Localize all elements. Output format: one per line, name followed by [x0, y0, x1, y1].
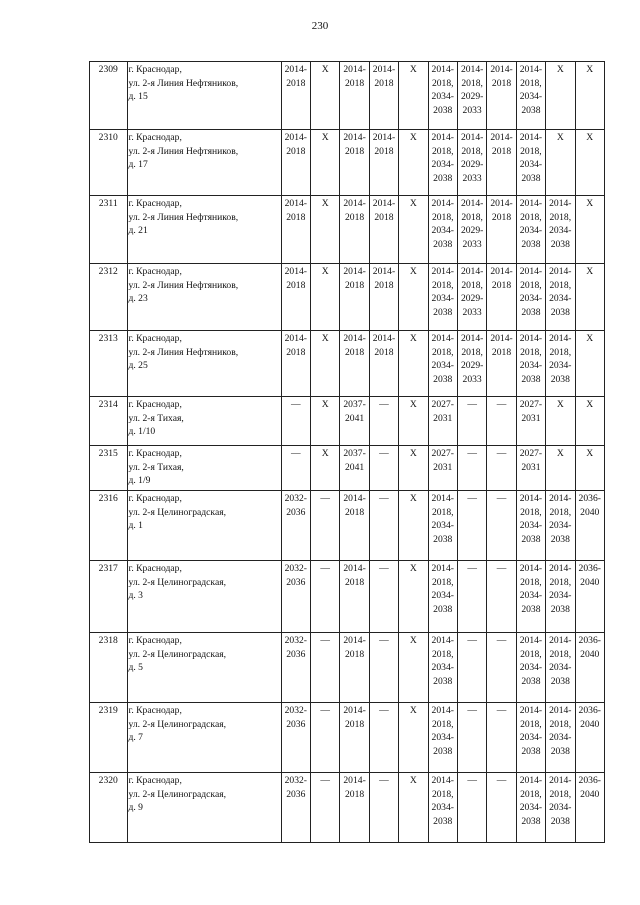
schedule-cell: 2014- 2018 — [487, 331, 516, 397]
schedule-cell: — — [369, 773, 398, 843]
schedule-cell: 2014- 2018, 2034- 2038 — [516, 331, 545, 397]
address-line: д. 9 — [128, 802, 143, 814]
address-line: ул. 2-я Линия Нефтяников, — [128, 145, 239, 157]
schedule-cell: — — [457, 446, 486, 491]
address-line: д. 21 — [128, 225, 148, 237]
schedule-cell: X — [575, 331, 605, 397]
schedule-cell: — — [457, 561, 486, 633]
address-line: д. 3 — [128, 590, 143, 602]
schedule-cell: X — [399, 62, 428, 130]
address-line: г. Краснодар, — [128, 563, 182, 574]
schedule-cell: 2014- 2018 — [340, 773, 369, 843]
schedule-cell: 2014- 2018 — [369, 62, 398, 130]
row-number-cell: 2312 — [90, 264, 128, 331]
schedule-cell: X — [310, 397, 339, 446]
address-line: ул. 2-я Линия Нефтяников, — [128, 77, 239, 89]
schedule-cell: 2014- 2018 — [340, 703, 369, 773]
schedule-cell: 2014- 2018, 2034- 2038 — [516, 130, 545, 196]
schedule-cell: 2014- 2018 — [487, 264, 516, 331]
schedule-cell: 2014- 2018, 2034- 2038 — [546, 331, 575, 397]
schedule-cell: — — [487, 446, 516, 491]
schedule-cell: 2014- 2018, 2034- 2038 — [546, 773, 575, 843]
schedule-cell: X — [575, 264, 605, 331]
schedule-cell: 2014- 2018, 2034- 2038 — [516, 773, 545, 843]
row-number-cell: 2310 — [90, 130, 128, 196]
schedule-cell: 2032- 2036 — [281, 633, 310, 703]
address-line: ул. 2-я Целиноградская, — [128, 576, 227, 588]
schedule-cell: — — [369, 703, 398, 773]
schedule-cell: 2014- 2018, 2034- 2038 — [428, 331, 457, 397]
schedule-cell: 2032- 2036 — [281, 703, 310, 773]
schedule-cell: — — [487, 633, 516, 703]
schedule-cell: 2014- 2018, 2029- 2033 — [457, 196, 486, 264]
schedule-cell: 2014- 2018, 2029- 2033 — [457, 264, 486, 331]
address-cell — [127, 703, 281, 773]
schedule-cell: 2014- 2018 — [281, 331, 310, 397]
schedule-cell: X — [310, 264, 339, 331]
schedule-cell: X — [575, 196, 605, 264]
schedule-cell: — — [310, 773, 339, 843]
schedule-cell: 2014- 2018, 2034- 2038 — [516, 633, 545, 703]
row-number-cell: 2317 — [90, 561, 128, 633]
schedule-cell: X — [575, 446, 605, 491]
schedule-cell: 2014- 2018 — [340, 331, 369, 397]
address-cell — [127, 331, 281, 397]
address-line: д. 1/10 — [128, 426, 156, 438]
address-line: д. 1 — [128, 520, 143, 532]
address-line: ул. 2-я Тихая, — [128, 412, 184, 424]
schedule-cell: 2014- 2018 — [281, 62, 310, 130]
table-row — [90, 491, 605, 561]
schedule-cell: — — [310, 633, 339, 703]
schedule-cell: 2036- 2040 — [575, 561, 605, 633]
schedule-cell: X — [546, 62, 575, 130]
address-line: г. Краснодар, — [128, 333, 182, 344]
schedule-cell: X — [575, 62, 605, 130]
address-line: д. 15 — [128, 91, 148, 103]
schedule-cell: X — [546, 446, 575, 491]
schedule-cell: 2014- 2018, 2034- 2038 — [516, 62, 545, 130]
schedule-cell: 2014- 2018 — [369, 331, 398, 397]
schedule-cell: X — [399, 331, 428, 397]
row-number-cell: 2319 — [90, 703, 128, 773]
schedule-cell: X — [310, 331, 339, 397]
row-number-cell: 2316 — [90, 491, 128, 561]
address-line: г. Краснодар, — [128, 266, 182, 277]
table-row — [90, 331, 605, 397]
schedule-cell: — — [457, 397, 486, 446]
schedule-cell: X — [399, 264, 428, 331]
schedule-cell: X — [310, 130, 339, 196]
schedule-cell: X — [399, 397, 428, 446]
schedule-cell: 2014- 2018 — [281, 196, 310, 264]
schedule-cell: 2036- 2040 — [575, 491, 605, 561]
schedule-cell: 2014- 2018 — [487, 196, 516, 264]
schedule-cell: 2014- 2018 — [340, 196, 369, 264]
schedule-cell: 2014- 2018, 2034- 2038 — [428, 703, 457, 773]
page-number: 230 — [311, 20, 329, 32]
schedule-cell: 2014- 2018 — [369, 264, 398, 331]
schedule-cell: — — [310, 491, 339, 561]
table-row — [90, 196, 605, 264]
schedule-cell: — — [369, 561, 398, 633]
schedule-cell: X — [310, 446, 339, 491]
schedule-cell: 2027- 2031 — [516, 397, 545, 446]
schedule-cell: X — [546, 130, 575, 196]
address-line: г. Краснодар, — [128, 198, 182, 209]
table-row — [90, 62, 605, 130]
schedule-cell: — — [487, 773, 516, 843]
address-line: д. 7 — [128, 732, 143, 744]
schedule-cell: X — [399, 130, 428, 196]
address-line: д. 25 — [128, 360, 148, 372]
schedule-cell: — — [281, 397, 310, 446]
schedule-cell: 2014- 2018, 2034- 2038 — [428, 62, 457, 130]
address-cell — [127, 196, 281, 264]
row-number-cell: 2315 — [90, 446, 128, 491]
schedule-cell: — — [487, 561, 516, 633]
schedule-cell: 2014- 2018 — [340, 561, 369, 633]
schedule-cell: 2014- 2018, 2034- 2038 — [546, 703, 575, 773]
schedule-cell: 2014- 2018 — [369, 196, 398, 264]
address-line: г. Краснодар, — [128, 132, 182, 143]
table-row — [90, 264, 605, 331]
schedule-cell: X — [399, 196, 428, 264]
table-row — [90, 561, 605, 633]
address-cell — [127, 397, 281, 446]
schedule-cell: — — [487, 491, 516, 561]
schedule-cell: 2014- 2018 — [281, 264, 310, 331]
schedule-cell: — — [369, 397, 398, 446]
address-line: г. Краснодар, — [128, 448, 182, 459]
address-line: г. Краснодар, — [128, 775, 182, 786]
schedule-cell: 2014- 2018, 2029- 2033 — [457, 331, 486, 397]
schedule-cell: 2014- 2018 — [340, 264, 369, 331]
schedule-cell: — — [369, 633, 398, 703]
row-number-cell: 2320 — [90, 773, 128, 843]
schedule-cell: — — [310, 703, 339, 773]
table-row — [90, 703, 605, 773]
address-cell — [127, 446, 281, 491]
schedule-cell: 2014- 2018, 2029- 2033 — [457, 62, 486, 130]
schedule-cell: 2014- 2018 — [487, 62, 516, 130]
schedule-cell: 2014- 2018, 2034- 2038 — [546, 491, 575, 561]
schedule-cell: — — [457, 491, 486, 561]
schedule-cell: 2014- 2018, 2034- 2038 — [546, 633, 575, 703]
address-line: ул. 2-я Целиноградская, — [128, 718, 227, 730]
address-line: ул. 2-я Линия Нефтяников, — [128, 211, 239, 223]
schedule-cell: 2014- 2018 — [487, 130, 516, 196]
address-line: г. Краснодар, — [128, 635, 182, 646]
schedule-cell: 2014- 2018 — [340, 491, 369, 561]
address-line: ул. 2-я Тихая, — [128, 461, 184, 473]
schedule-cell: 2014- 2018, 2034- 2038 — [428, 561, 457, 633]
schedule-cell: 2014- 2018, 2034- 2038 — [546, 196, 575, 264]
address-cell — [127, 773, 281, 843]
row-number-cell: 2311 — [90, 196, 128, 264]
address-line: д. 1/9 — [128, 475, 151, 487]
address-line: ул. 2-я Целиноградская, — [128, 506, 227, 518]
schedule-cell: 2036- 2040 — [575, 703, 605, 773]
schedule-cell: X — [310, 196, 339, 264]
schedule-cell: 2014- 2018, 2034- 2038 — [546, 264, 575, 331]
schedule-cell: 2014- 2018, 2034- 2038 — [428, 773, 457, 843]
address-cell — [127, 62, 281, 130]
address-cell — [127, 264, 281, 331]
schedule-cell: 2014- 2018 — [281, 130, 310, 196]
schedule-cell: 2037- 2041 — [340, 397, 369, 446]
schedule-cell: 2014- 2018, 2034- 2038 — [516, 264, 545, 331]
schedule-cell: 2027- 2031 — [428, 397, 457, 446]
schedule-cell: 2014- 2018, 2034- 2038 — [516, 491, 545, 561]
schedule-cell: 2036- 2040 — [575, 773, 605, 843]
address-line: г. Краснодар, — [128, 705, 182, 716]
address-line: д. 23 — [128, 293, 148, 305]
schedule-cell: X — [399, 491, 428, 561]
schedule-cell: 2014- 2018, 2034- 2038 — [428, 633, 457, 703]
address-line: д. 17 — [128, 159, 148, 171]
address-cell — [127, 633, 281, 703]
schedule-cell: X — [399, 703, 428, 773]
row-number-cell: 2309 — [90, 62, 128, 130]
schedule-cell: 2014- 2018, 2034- 2038 — [546, 561, 575, 633]
address-line: ул. 2-я Линия Нефтяников, — [128, 346, 239, 358]
schedule-cell: X — [310, 62, 339, 130]
schedule-cell: 2037- 2041 — [340, 446, 369, 491]
address-line: ул. 2-я Линия Нефтяников, — [128, 279, 239, 291]
row-number-cell: 2314 — [90, 397, 128, 446]
table-row — [90, 446, 605, 491]
schedule-cell: 2014- 2018, 2034- 2038 — [516, 703, 545, 773]
schedule-cell: X — [399, 446, 428, 491]
table-row — [90, 773, 605, 843]
schedule-cell: X — [399, 773, 428, 843]
schedule-cell: 2014- 2018, 2034- 2038 — [428, 264, 457, 331]
schedule-cell: — — [457, 703, 486, 773]
schedule-cell: 2014- 2018, 2034- 2038 — [428, 196, 457, 264]
table-row — [90, 397, 605, 446]
address-cell — [127, 130, 281, 196]
address-line: г. Краснодар, — [128, 399, 182, 410]
schedule-cell: X — [399, 633, 428, 703]
address-line: ул. 2-я Целиноградская, — [128, 648, 227, 660]
schedule-cell: — — [310, 561, 339, 633]
schedule-cell: — — [457, 773, 486, 843]
schedule-cell: 2014- 2018, 2029- 2033 — [457, 130, 486, 196]
row-number-cell: 2313 — [90, 331, 128, 397]
schedule-cell: — — [457, 633, 486, 703]
address-cell — [127, 491, 281, 561]
schedule-cell: 2027- 2031 — [516, 446, 545, 491]
schedule-cell: 2014- 2018 — [340, 633, 369, 703]
schedule-cell: — — [487, 703, 516, 773]
schedule-cell: — — [369, 446, 398, 491]
schedule-cell: — — [281, 446, 310, 491]
schedule-cell: 2014- 2018 — [369, 130, 398, 196]
schedule-cell: 2027- 2031 — [428, 446, 457, 491]
address-line: д. 5 — [128, 662, 143, 674]
schedule-cell: — — [369, 491, 398, 561]
address-line: г. Краснодар, — [128, 64, 182, 75]
schedule-cell: 2014- 2018, 2034- 2038 — [516, 561, 545, 633]
schedule-cell: 2014- 2018 — [340, 130, 369, 196]
schedule-cell: X — [575, 130, 605, 196]
table-row — [90, 633, 605, 703]
schedule-cell: X — [575, 397, 605, 446]
address-line: г. Краснодар, — [128, 493, 182, 504]
housing-repair-schedule-table — [89, 61, 605, 843]
schedule-cell: 2014- 2018, 2034- 2038 — [428, 491, 457, 561]
address-line: ул. 2-я Целиноградская, — [128, 788, 227, 800]
row-number-cell: 2318 — [90, 633, 128, 703]
schedule-cell: X — [546, 397, 575, 446]
schedule-cell: — — [487, 397, 516, 446]
schedule-cell: 2032- 2036 — [281, 773, 310, 843]
schedule-cell: 2014- 2018, 2034- 2038 — [428, 130, 457, 196]
schedule-cell: 2014- 2018 — [340, 62, 369, 130]
schedule-cell: 2032- 2036 — [281, 491, 310, 561]
table-body — [90, 62, 605, 843]
table-row — [90, 130, 605, 196]
schedule-cell: 2014- 2018, 2034- 2038 — [516, 196, 545, 264]
schedule-cell: 2036- 2040 — [575, 633, 605, 703]
schedule-cell: X — [399, 561, 428, 633]
schedule-cell: 2032- 2036 — [281, 561, 310, 633]
address-cell — [127, 561, 281, 633]
